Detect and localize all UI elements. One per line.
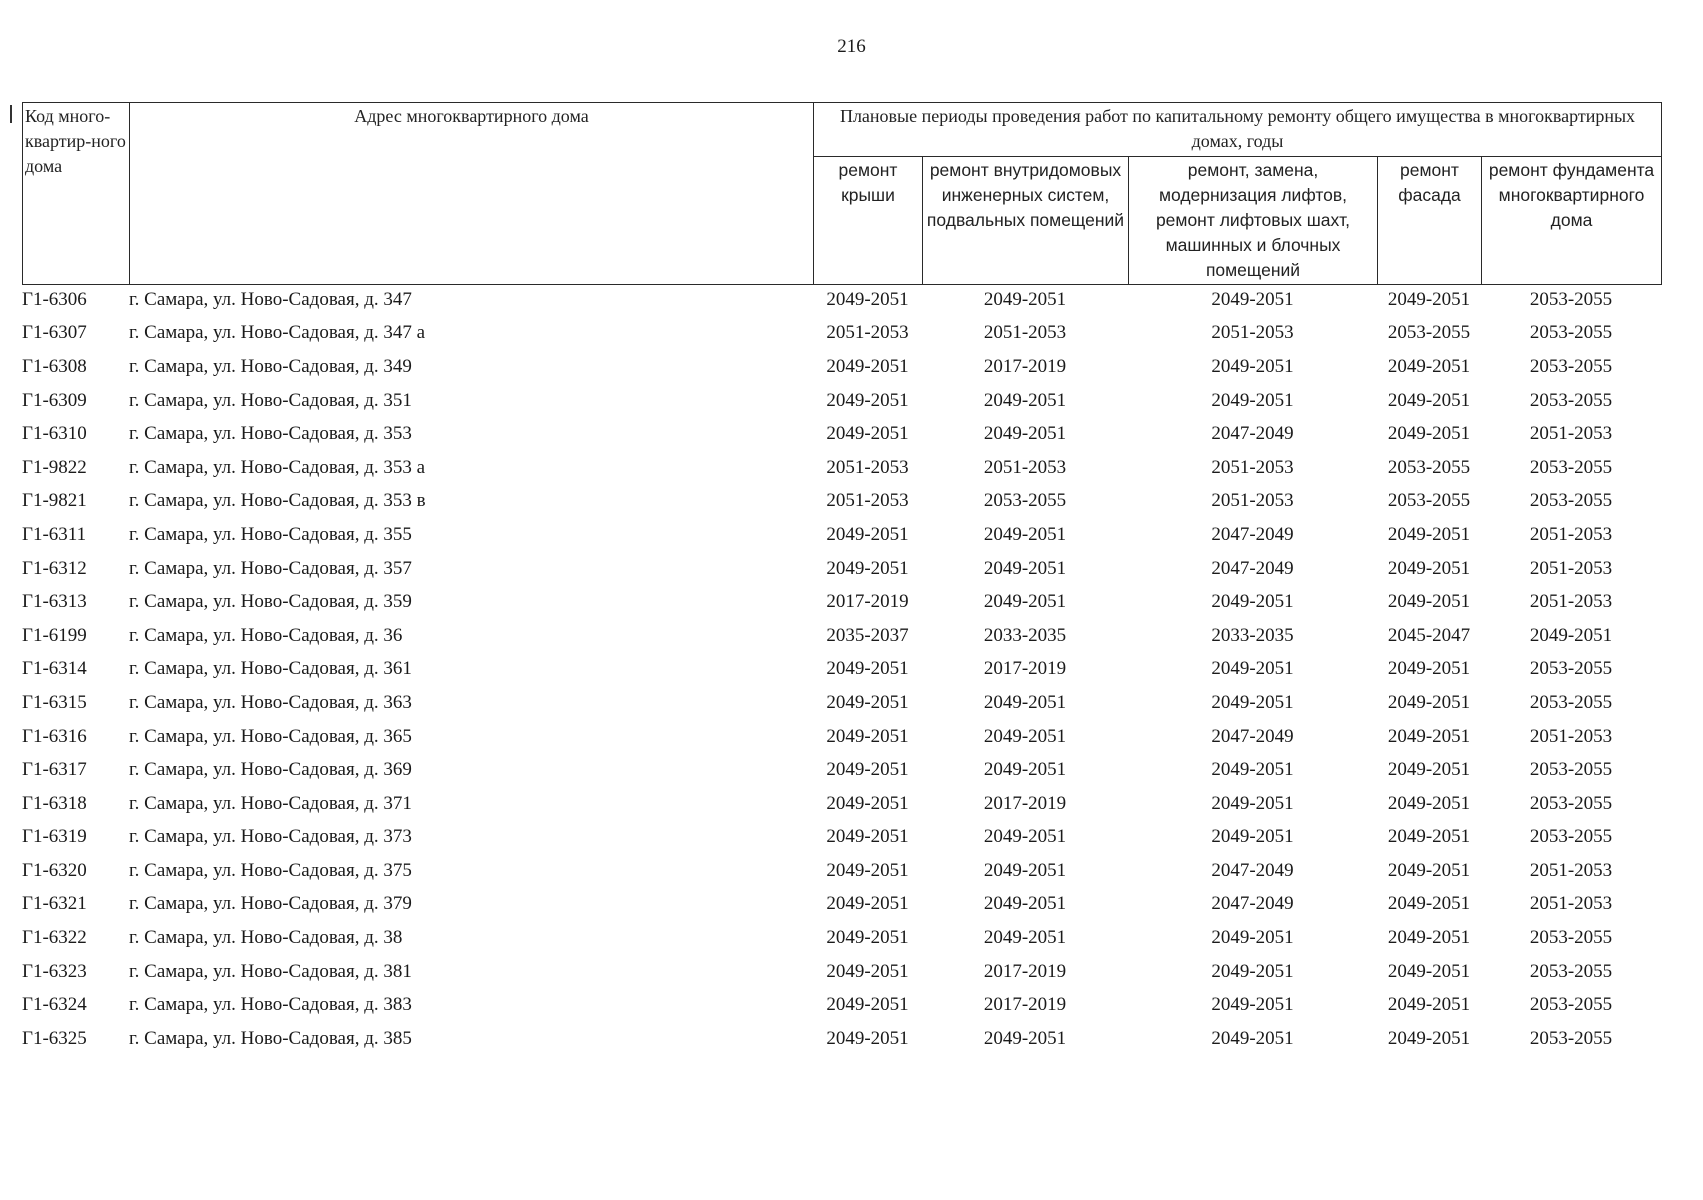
cell-address: г. Самара, ул. Ново-Садовая, д. 36 <box>129 624 403 646</box>
cell-roof: 2049-2051 <box>826 893 909 915</box>
cell-lifts: 2049-2051 <box>1211 994 1294 1016</box>
table-row <box>22 350 1661 384</box>
cell-address: г. Самара, ул. Ново-Садовая, д. 371 <box>129 792 412 814</box>
table-row <box>22 686 1661 720</box>
cell-lifts: 2047-2049 <box>1211 523 1294 545</box>
cell-systems: 2049-2051 <box>983 859 1067 881</box>
cell-systems: 2049-2051 <box>983 691 1067 713</box>
table-row <box>22 585 1661 619</box>
cell-code: Г1-6321 <box>22 893 87 915</box>
cell-foundation: 2053-2055 <box>1529 288 1613 310</box>
cell-roof: 2049-2051 <box>826 423 909 445</box>
cell-lifts: 2047-2049 <box>1211 725 1294 747</box>
cell-roof: 2049-2051 <box>826 994 909 1016</box>
cell-facade: 2053-2055 <box>1387 322 1471 344</box>
cell-code: Г1-6310 <box>22 423 87 445</box>
cell-systems: 2049-2051 <box>983 423 1067 445</box>
cell-systems: 2017-2019 <box>983 355 1067 377</box>
table-row <box>22 417 1661 451</box>
cell-foundation: 2053-2055 <box>1529 792 1613 814</box>
cell-foundation: 2053-2055 <box>1529 389 1613 411</box>
cell-facade: 2053-2055 <box>1387 456 1471 478</box>
cell-address: г. Самара, ул. Ново-Садовая, д. 355 <box>129 523 412 545</box>
column-header-code: Код много-квартир-ного дома <box>23 103 130 285</box>
cell-address: г. Самара, ул. Ново-Садовая, д. 361 <box>129 658 412 680</box>
table-row <box>22 485 1661 519</box>
cell-systems: 2049-2051 <box>983 893 1067 915</box>
cell-systems: 2049-2051 <box>983 523 1067 545</box>
cell-systems: 2033-2035 <box>983 624 1067 646</box>
cell-systems: 2017-2019 <box>983 994 1067 1016</box>
cell-foundation: 2051-2053 <box>1529 859 1613 881</box>
cell-facade: 2049-2051 <box>1387 523 1471 545</box>
table-row <box>22 518 1661 552</box>
cell-systems: 2049-2051 <box>983 725 1067 747</box>
cell-lifts: 2047-2049 <box>1211 557 1294 579</box>
cell-code: Г1-6308 <box>22 355 87 377</box>
table-row <box>22 317 1661 351</box>
cell-lifts: 2051-2053 <box>1211 456 1294 478</box>
table-row <box>22 283 1661 317</box>
cell-foundation: 2051-2053 <box>1529 557 1613 579</box>
cell-facade: 2049-2051 <box>1387 557 1471 579</box>
cell-address: г. Самара, ул. Ново-Садовая, д. 357 <box>129 557 412 579</box>
cell-foundation: 2049-2051 <box>1529 624 1613 646</box>
cell-facade: 2049-2051 <box>1387 826 1471 848</box>
cell-roof: 2049-2051 <box>826 960 909 982</box>
cell-systems: 2049-2051 <box>983 759 1067 781</box>
cell-address: г. Самара, ул. Ново-Садовая, д. 349 <box>129 355 412 377</box>
column-header-foundation: ремонт фундамента многоквартирного дома <box>1482 157 1662 285</box>
cell-code: Г1-6318 <box>22 792 87 814</box>
cell-foundation: 2051-2053 <box>1529 725 1613 747</box>
cell-lifts: 2049-2051 <box>1211 691 1294 713</box>
cell-facade: 2045-2047 <box>1387 624 1471 646</box>
cell-roof: 2049-2051 <box>826 759 909 781</box>
cell-roof: 2049-2051 <box>826 927 909 949</box>
cell-systems: 2049-2051 <box>983 826 1067 848</box>
cell-roof: 2049-2051 <box>826 288 909 310</box>
cell-lifts: 2049-2051 <box>1211 792 1294 814</box>
cell-code: Г1-6311 <box>22 523 87 545</box>
cell-systems: 2049-2051 <box>983 288 1067 310</box>
cell-code: Г1-6323 <box>22 960 87 982</box>
cell-lifts: 2049-2051 <box>1211 1027 1294 1049</box>
cell-address: г. Самара, ул. Ново-Садовая, д. 363 <box>129 691 412 713</box>
cell-lifts: 2049-2051 <box>1211 658 1294 680</box>
cell-foundation: 2053-2055 <box>1529 994 1613 1016</box>
cell-code: Г1-6325 <box>22 1027 87 1049</box>
cell-lifts: 2033-2035 <box>1211 624 1294 646</box>
cell-address: г. Самара, ул. Ново-Садовая, д. 347 <box>129 288 412 310</box>
table-row <box>22 1022 1661 1056</box>
cell-code: Г1-6306 <box>22 288 87 310</box>
cell-lifts: 2049-2051 <box>1211 355 1294 377</box>
cell-foundation: 2053-2055 <box>1529 490 1613 512</box>
cell-lifts: 2051-2053 <box>1211 490 1294 512</box>
cell-code: Г1-6312 <box>22 557 87 579</box>
column-header-address: Адрес многоквартирного дома <box>130 103 814 285</box>
table-header <box>22 102 1662 285</box>
cell-roof: 2049-2051 <box>826 355 909 377</box>
cell-foundation: 2053-2055 <box>1529 658 1613 680</box>
cell-roof: 2049-2051 <box>826 691 909 713</box>
cell-facade: 2049-2051 <box>1387 1027 1471 1049</box>
cell-lifts: 2049-2051 <box>1211 591 1294 613</box>
cell-code: Г1-6317 <box>22 759 87 781</box>
cell-foundation: 2053-2055 <box>1529 322 1613 344</box>
cell-systems: 2017-2019 <box>983 658 1067 680</box>
cell-facade: 2049-2051 <box>1387 658 1471 680</box>
cell-facade: 2049-2051 <box>1387 691 1471 713</box>
cell-code: Г1-6307 <box>22 322 87 344</box>
table-row <box>22 451 1661 485</box>
table-row <box>22 653 1661 687</box>
column-header-facade: ремонт фасада <box>1378 157 1482 285</box>
cell-systems: 2049-2051 <box>983 591 1067 613</box>
cell-facade: 2049-2051 <box>1387 960 1471 982</box>
column-group-header-periods: Плановые периоды проведения работ по капитальному ремонту общего имущества в многоквартирных домах, годы <box>814 103 1662 157</box>
cell-code: Г1-9821 <box>22 490 87 512</box>
cell-lifts: 2049-2051 <box>1211 960 1294 982</box>
cell-address: г. Самара, ул. Ново-Садовая, д. 38 <box>129 927 403 949</box>
cell-lifts: 2051-2053 <box>1211 322 1294 344</box>
cell-address: г. Самара, ул. Ново-Садовая, д. 375 <box>129 859 412 881</box>
cell-address: г. Самара, ул. Ново-Садовая, д. 351 <box>129 389 412 411</box>
cell-foundation: 2053-2055 <box>1529 355 1613 377</box>
cell-foundation: 2053-2055 <box>1529 691 1613 713</box>
cell-facade: 2049-2051 <box>1387 591 1471 613</box>
cell-systems: 2049-2051 <box>983 927 1067 949</box>
table-row <box>22 720 1661 754</box>
cell-roof: 2049-2051 <box>826 725 909 747</box>
cell-systems: 2053-2055 <box>983 490 1067 512</box>
cell-roof: 2049-2051 <box>826 1027 909 1049</box>
cell-foundation: 2053-2055 <box>1529 1027 1613 1049</box>
cell-code: Г1-6315 <box>22 691 87 713</box>
cell-lifts: 2049-2051 <box>1211 759 1294 781</box>
column-header-systems: ремонт внутридомовых инженерных систем, подвальных помещений <box>923 157 1129 285</box>
cell-roof: 2049-2051 <box>826 389 909 411</box>
cell-address: г. Самара, ул. Ново-Садовая, д. 383 <box>129 994 412 1016</box>
cell-foundation: 2051-2053 <box>1529 893 1613 915</box>
cell-facade: 2053-2055 <box>1387 490 1471 512</box>
cell-facade: 2049-2051 <box>1387 423 1471 445</box>
table-row <box>22 888 1661 922</box>
column-header-lifts: ремонт, замена, модернизация лифтов, ремонт лифтовых шахт, машинных и блочных помещений <box>1129 157 1378 285</box>
cell-address: г. Самара, ул. Ново-Садовая, д. 369 <box>129 759 412 781</box>
cell-code: Г1-6314 <box>22 658 87 680</box>
column-header-roof: ремонт крыши <box>814 157 923 285</box>
cell-roof: 2051-2053 <box>826 322 909 344</box>
table-row <box>22 854 1661 888</box>
cell-systems: 2049-2051 <box>983 389 1067 411</box>
cell-roof: 2035-2037 <box>826 624 909 646</box>
cell-foundation: 2051-2053 <box>1529 591 1613 613</box>
cell-systems: 2049-2051 <box>983 557 1067 579</box>
cell-foundation: 2051-2053 <box>1529 523 1613 545</box>
cell-lifts: 2049-2051 <box>1211 826 1294 848</box>
page-number: 216 <box>837 36 866 57</box>
table-row <box>22 384 1661 418</box>
cell-foundation: 2051-2053 <box>1529 423 1613 445</box>
cell-facade: 2049-2051 <box>1387 927 1471 949</box>
cell-roof: 2051-2053 <box>826 490 909 512</box>
cell-roof: 2051-2053 <box>826 456 909 478</box>
cell-facade: 2049-2051 <box>1387 725 1471 747</box>
cell-facade: 2049-2051 <box>1387 994 1471 1016</box>
cell-foundation: 2053-2055 <box>1529 927 1613 949</box>
cell-code: Г1-6199 <box>22 624 87 646</box>
table-row <box>22 988 1661 1022</box>
cell-lifts: 2049-2051 <box>1211 389 1294 411</box>
cell-foundation: 2053-2055 <box>1529 826 1613 848</box>
table-row <box>22 955 1661 989</box>
cell-foundation: 2053-2055 <box>1529 960 1613 982</box>
cell-facade: 2049-2051 <box>1387 389 1471 411</box>
cell-address: г. Самара, ул. Ново-Садовая, д. 353 в <box>129 490 426 512</box>
cell-code: Г1-6313 <box>22 591 87 613</box>
cell-systems: 2051-2053 <box>983 456 1067 478</box>
cell-address: г. Самара, ул. Ново-Садовая, д. 381 <box>129 960 412 982</box>
cell-address: г. Самара, ул. Ново-Садовая, д. 365 <box>129 725 412 747</box>
cell-code: Г1-6324 <box>22 994 87 1016</box>
table-row <box>22 552 1661 586</box>
cell-facade: 2049-2051 <box>1387 792 1471 814</box>
table-row <box>22 753 1661 787</box>
cell-address: г. Самара, ул. Ново-Садовая, д. 353 а <box>129 456 426 478</box>
table-row <box>22 619 1661 653</box>
cell-address: г. Самара, ул. Ново-Садовая, д. 353 <box>129 423 412 445</box>
cell-roof: 2049-2051 <box>826 792 909 814</box>
cell-foundation: 2053-2055 <box>1529 456 1613 478</box>
cell-address: г. Самара, ул. Ново-Садовая, д. 373 <box>129 826 412 848</box>
cell-address: г. Самара, ул. Ново-Садовая, д. 385 <box>129 1027 412 1049</box>
cell-foundation: 2053-2055 <box>1529 759 1613 781</box>
table-row <box>22 921 1661 955</box>
cell-facade: 2049-2051 <box>1387 893 1471 915</box>
table-row <box>22 787 1661 821</box>
cell-code: Г1-6322 <box>22 927 87 949</box>
cell-roof: 2049-2051 <box>826 523 909 545</box>
cell-facade: 2049-2051 <box>1387 288 1471 310</box>
cell-systems: 2017-2019 <box>983 960 1067 982</box>
cell-roof: 2049-2051 <box>826 826 909 848</box>
cell-facade: 2049-2051 <box>1387 759 1471 781</box>
cell-lifts: 2049-2051 <box>1211 927 1294 949</box>
cell-roof: 2049-2051 <box>826 859 909 881</box>
cell-code: Г1-9822 <box>22 456 87 478</box>
cell-lifts: 2047-2049 <box>1211 859 1294 881</box>
cell-lifts: 2049-2051 <box>1211 288 1294 310</box>
cell-lifts: 2047-2049 <box>1211 423 1294 445</box>
table-row <box>22 821 1661 855</box>
cell-systems: 2051-2053 <box>983 322 1067 344</box>
cell-code: Г1-6316 <box>22 725 87 747</box>
cell-roof: 2017-2019 <box>826 591 909 613</box>
cell-roof: 2049-2051 <box>826 557 909 579</box>
cell-lifts: 2047-2049 <box>1211 893 1294 915</box>
cell-address: г. Самара, ул. Ново-Садовая, д. 347 а <box>129 322 426 344</box>
cell-systems: 2017-2019 <box>983 792 1067 814</box>
cell-address: г. Самара, ул. Ново-Садовая, д. 359 <box>129 591 412 613</box>
table-body <box>22 283 1661 1056</box>
cell-address: г. Самара, ул. Ново-Садовая, д. 379 <box>129 893 412 915</box>
cell-facade: 2049-2051 <box>1387 859 1471 881</box>
cell-code: Г1-6309 <box>22 389 87 411</box>
cell-facade: 2049-2051 <box>1387 355 1471 377</box>
cell-code: Г1-6320 <box>22 859 87 881</box>
margin-mark <box>10 105 12 123</box>
cell-systems: 2049-2051 <box>983 1027 1067 1049</box>
cell-code: Г1-6319 <box>22 826 87 848</box>
cell-roof: 2049-2051 <box>826 658 909 680</box>
